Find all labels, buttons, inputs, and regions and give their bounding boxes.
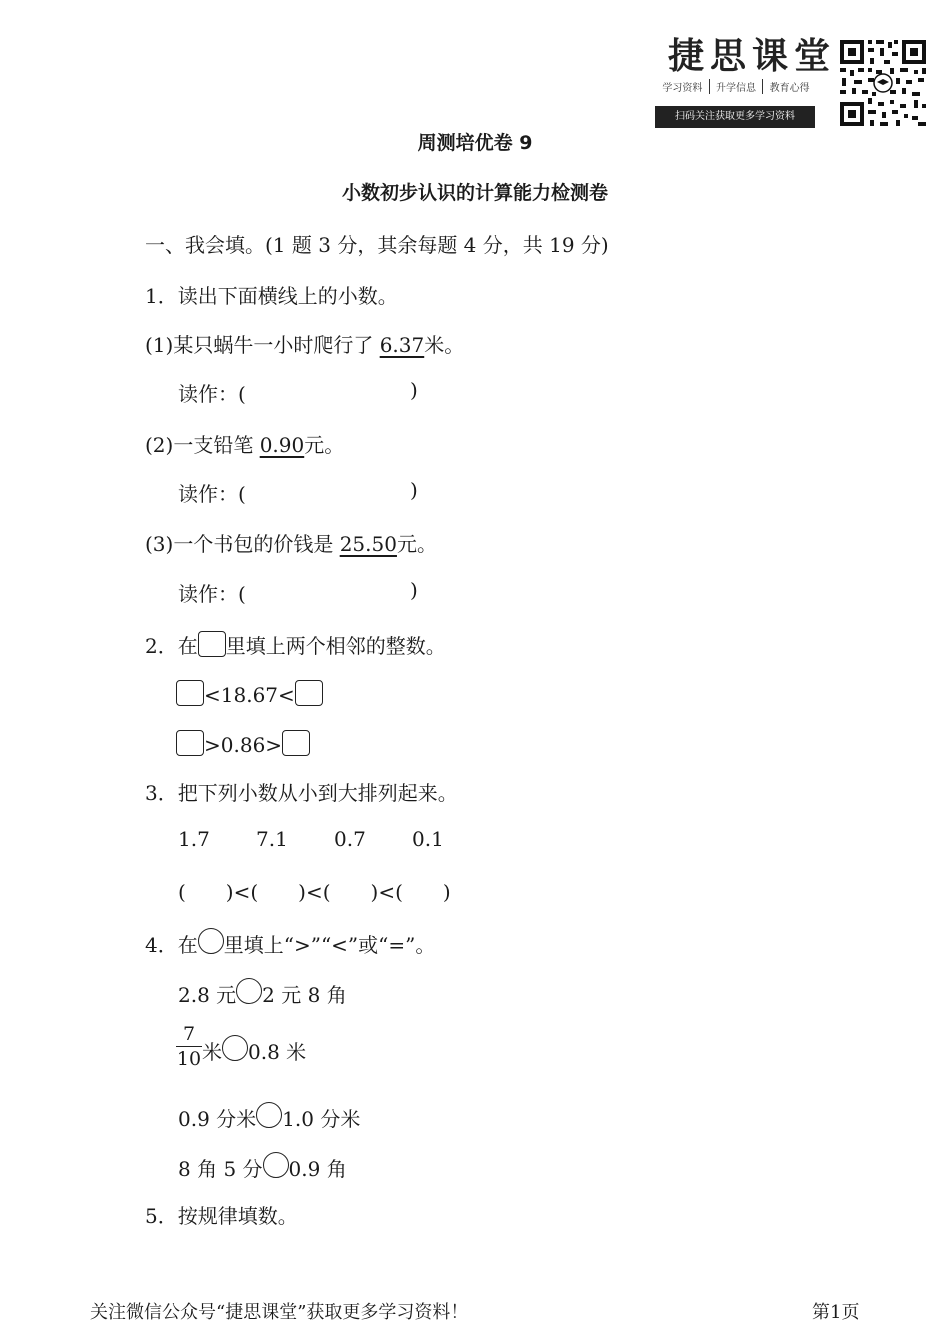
decimal-number: 7.1 bbox=[256, 827, 288, 851]
qr-code-icon bbox=[838, 38, 928, 128]
fraction bbox=[176, 1022, 202, 1071]
brand-link-education: 教育心得 bbox=[769, 83, 810, 94]
compare-row: 0.9 分米 1.0 分米 bbox=[178, 1102, 360, 1132]
brand-link-study: 学习资料 bbox=[656, 79, 710, 94]
section-heading: 一、我会填。(1 题 3 分，其余每题 4 分，共 19 分) bbox=[145, 233, 609, 257]
footer-text: 关注微信公众号“捷思课堂”获取更多学习资料！ bbox=[90, 1302, 469, 1323]
question-2-line-2: >0.86> bbox=[176, 730, 310, 757]
decimal-number: 0.1 bbox=[412, 827, 444, 851]
answer-box-input[interactable] bbox=[282, 730, 310, 756]
question-5-stem: 5．按规律填数。 bbox=[145, 1204, 298, 1228]
compare-row: 8 角 5 分 0.9 角 bbox=[178, 1152, 347, 1182]
question-1-stem: 1．读出下面横线上的小数。 bbox=[145, 284, 398, 308]
read-as-close: ) bbox=[410, 478, 418, 502]
underlined-decimal: 0.90 bbox=[259, 433, 305, 457]
underlined-decimal: 25.50 bbox=[339, 532, 397, 556]
question-3-stem: 3．把下列小数从小到大排列起来。 bbox=[145, 781, 458, 805]
question-1-item-2: (2)一支铅笔 0.90元。 bbox=[145, 433, 345, 457]
compare-circle-input[interactable] bbox=[222, 1035, 248, 1061]
read-as-close: ) bbox=[410, 378, 418, 402]
answer-box-input[interactable] bbox=[295, 680, 323, 706]
read-as-label: 读作：( bbox=[178, 382, 246, 406]
compare-circle-input[interactable] bbox=[263, 1152, 289, 1178]
read-as-close: ) bbox=[410, 578, 418, 602]
decimal-number: 0.7 bbox=[334, 827, 366, 851]
compare-circle-input[interactable] bbox=[256, 1102, 282, 1128]
question-2-stem: 2．在 里填上两个相邻的整数。 bbox=[145, 630, 446, 659]
read-as-label: 读作：( bbox=[178, 582, 246, 606]
page-subtitle: 小数初步认识的计算能力检测卷 bbox=[341, 182, 608, 204]
answer-circle-icon bbox=[198, 928, 224, 954]
fraction-numerator: 7 bbox=[182, 1023, 196, 1045]
order-answer-line: ( )<( )<( )<( ) bbox=[178, 880, 451, 904]
compare-row: 米 0.8 米 bbox=[202, 1035, 306, 1065]
page-number: 第1页 bbox=[812, 1302, 860, 1323]
question-1-item-1: (1)某只蜗牛一小时爬行了 6.37米。 bbox=[145, 333, 465, 357]
brand-scan-bar: 扫码关注获取更多学习资料 bbox=[655, 106, 815, 128]
brand-logo-text: 捷思课堂 bbox=[668, 35, 837, 77]
underlined-decimal: 6.37 bbox=[379, 333, 425, 357]
page-title: 周测培优卷 9 bbox=[417, 132, 533, 154]
answer-box-input[interactable] bbox=[176, 680, 204, 706]
brand-links bbox=[656, 79, 816, 94]
decimal-number: 1.7 bbox=[178, 827, 210, 851]
compare-circle-input[interactable] bbox=[236, 978, 262, 1004]
answer-box-icon bbox=[198, 631, 226, 657]
fraction-denominator: 10 bbox=[176, 1048, 202, 1070]
brand-link-school: 升学信息 bbox=[710, 79, 764, 94]
answer-box-input[interactable] bbox=[176, 730, 204, 756]
compare-row: 2.8 元 2 元 8 角 bbox=[178, 978, 347, 1008]
question-2-line-1: <18.67< bbox=[176, 680, 323, 707]
question-1-item-3: (3)一个书包的价钱是 25.50元。 bbox=[145, 532, 437, 556]
read-as-label: 读作：( bbox=[178, 482, 246, 506]
question-4-stem: 4．在 里填上“>”“<”或“=”。 bbox=[145, 928, 435, 958]
